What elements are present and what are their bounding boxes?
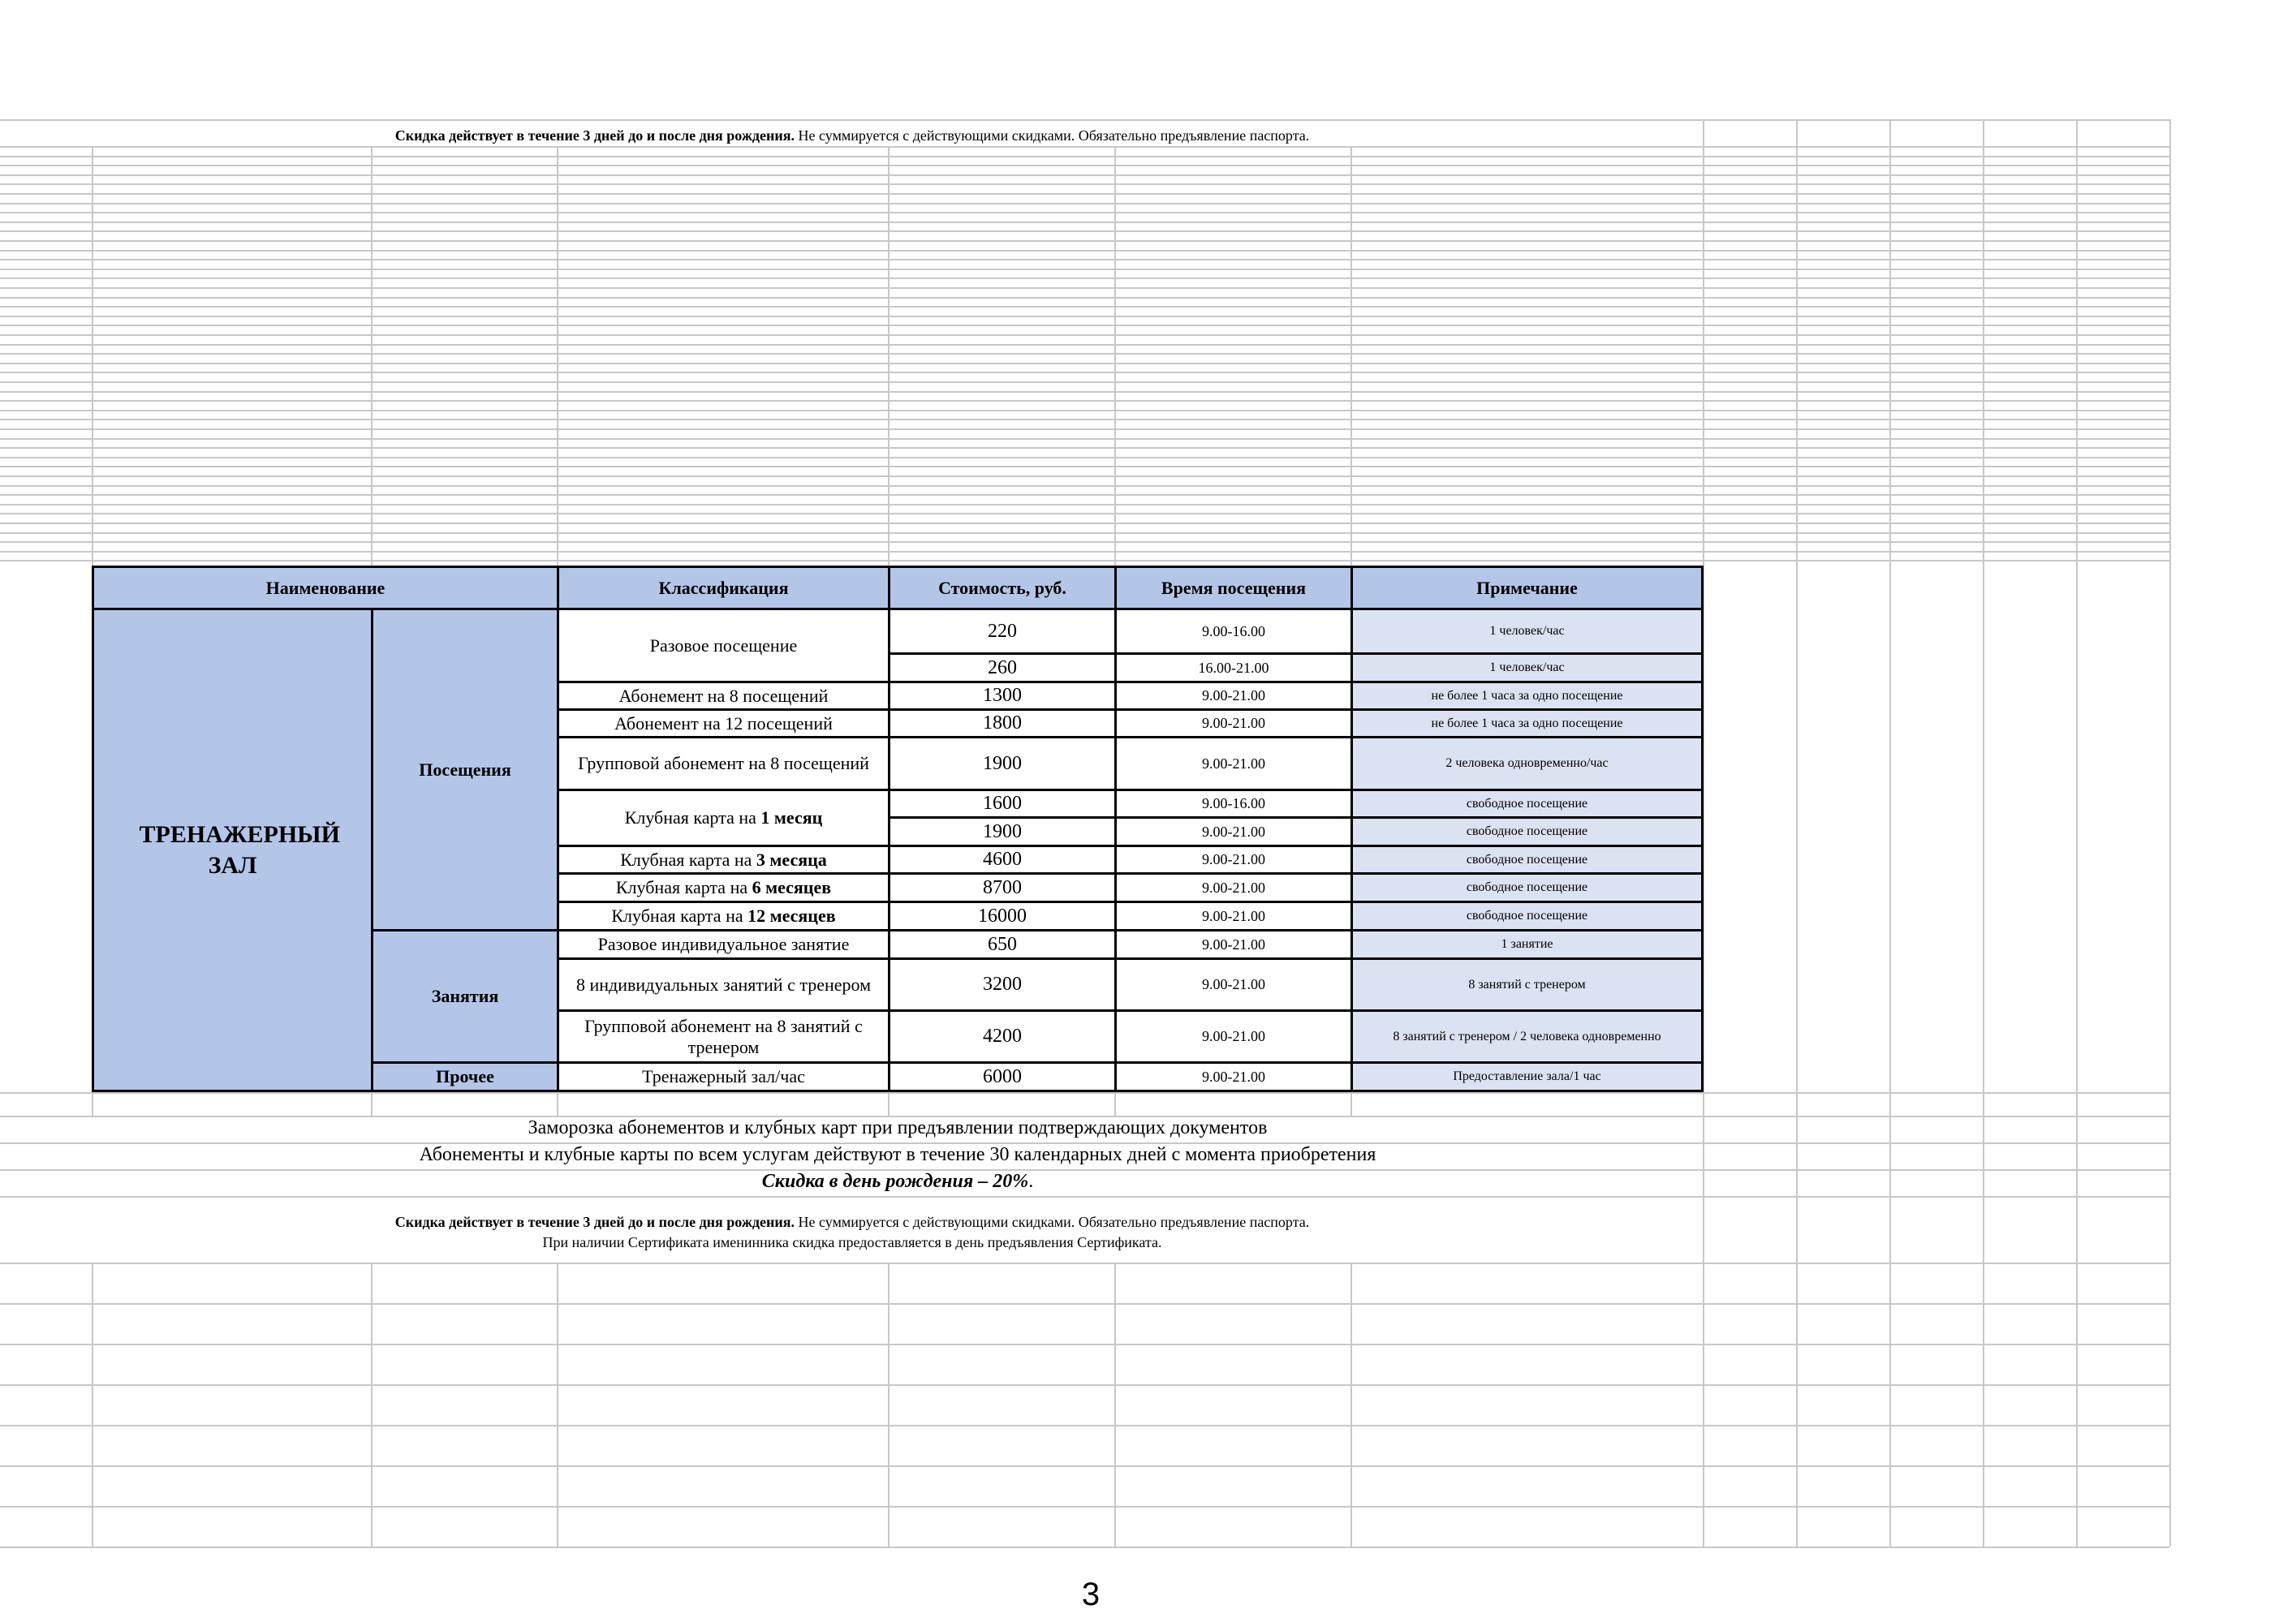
- classification-term: 6 месяцев: [752, 877, 832, 897]
- classification-text: Групповой абонемент на 8 посещений: [578, 753, 869, 773]
- note-cell: свободное посещение: [1350, 872, 1704, 903]
- classification-cell: [557, 929, 890, 960]
- bottom-discount-rest: Не суммируется с действующими скидками. Обязательно предъявление паспорта.: [795, 1214, 1310, 1230]
- note-cell: 1 человек/час: [1350, 652, 1704, 683]
- time-cell: 9.00-21.00: [1114, 708, 1353, 738]
- header-time: Время посещения: [1114, 566, 1353, 610]
- price-cell: 1600: [888, 789, 1117, 819]
- classification-text: Разовое посещение: [649, 635, 798, 656]
- note-cell: 1 человек/час: [1350, 608, 1704, 655]
- bottom-discount-note: [0, 1211, 1704, 1233]
- classification-cell: [557, 1061, 890, 1092]
- time-cell: 9.00-21.00: [1114, 901, 1353, 931]
- time-cell: 9.00-21.00: [1114, 845, 1353, 875]
- classification-term: 1 месяц: [760, 807, 823, 828]
- price-cell: 8700: [888, 872, 1117, 903]
- header-price: Стоимость, руб.: [888, 566, 1117, 610]
- group-other: Прочее: [371, 1061, 559, 1092]
- birthday-dot: .: [1028, 1171, 1034, 1192]
- classification-text: Клубная карта на: [615, 877, 752, 897]
- classification-text: Клубная карта на: [624, 807, 761, 828]
- time-cell: 9.00-21.00: [1114, 929, 1353, 960]
- time-cell: 16.00-21.00: [1114, 652, 1353, 683]
- time-cell: 9.00-21.00: [1114, 681, 1353, 711]
- price-cell: 650: [888, 929, 1117, 960]
- note-cell: свободное посещение: [1350, 845, 1704, 875]
- group-visits: Посещения: [371, 608, 559, 931]
- note-cell: не более 1 часа за одно посещение: [1350, 681, 1704, 711]
- classification-cell: [557, 681, 890, 711]
- classification-text: Групповой абонемент на 8 занятий с тренером: [584, 1015, 863, 1057]
- section-gym: [92, 608, 373, 1092]
- classification-text: Разовое индивидуальное занятие: [597, 934, 850, 954]
- top-discount-rest: Не суммируется с действующими скидками. Обязательно предъявление паспорта.: [795, 127, 1310, 144]
- time-cell: 9.00-16.00: [1114, 789, 1353, 819]
- section-gym-label: ТРЕНАЖЕРНЫЙ ЗАЛ: [139, 820, 340, 879]
- classification-cell: [557, 608, 890, 683]
- note-cell: 1 занятие: [1350, 929, 1704, 960]
- price-cell: 4600: [888, 845, 1117, 875]
- birthday-discount: Скидка в день рождения – 20%: [761, 1171, 1029, 1192]
- classification-text: Клубная карта на: [620, 849, 756, 870]
- classification-term: 3 месяца: [756, 849, 827, 870]
- price-cell: 1300: [888, 681, 1117, 711]
- group-lessons: Занятия: [371, 929, 559, 1064]
- note-cell: 8 занятий с тренером / 2 человека одновременно: [1350, 1009, 1704, 1064]
- birthday-note: [92, 1169, 1704, 1194]
- time-cell: 9.00-21.00: [1114, 957, 1353, 1012]
- classification-text: Клубная карта на: [611, 906, 748, 926]
- classification-cell: [557, 1009, 890, 1064]
- classification-cell: [557, 708, 890, 738]
- top-discount-note: [0, 124, 1704, 147]
- price-cell: 4200: [888, 1009, 1117, 1064]
- classification-cell: [557, 901, 890, 931]
- price-cell: 220: [888, 608, 1117, 655]
- time-cell: 9.00-21.00: [1114, 816, 1353, 847]
- top-discount-bold: Скидка действует в течение 3 дней до и после дня рождения.: [394, 127, 795, 144]
- header-name: Наименование: [92, 566, 559, 610]
- note-cell: Предоставление зала/1 час: [1350, 1061, 1704, 1092]
- note-cell: свободное посещение: [1350, 789, 1704, 819]
- time-cell: 9.00-21.00: [1114, 1009, 1353, 1064]
- header-classification: Классификация: [557, 566, 890, 610]
- validity-note: Абонементы и клубные карты по всем услугам действуют в течение 30 календарных дней с момента приобретения: [419, 1144, 1376, 1165]
- price-cell: 1800: [888, 708, 1117, 738]
- header-note: Примечание: [1350, 566, 1704, 610]
- time-cell: 9.00-16.00: [1114, 608, 1353, 655]
- classification-text: 8 индивидуальных занятий с тренером: [575, 974, 872, 995]
- page-number: 3: [1081, 1577, 1101, 1612]
- price-cell: 6000: [888, 1061, 1117, 1092]
- certificate-note: При наличии Сертификата именинника скидка предоставляется в день предъявления Сертификата.: [542, 1234, 1162, 1250]
- classification-cell: [557, 736, 890, 791]
- freeze-note: Заморозка абонементов и клубных карт при предъявлении подтверждающих документов: [528, 1117, 1268, 1138]
- price-cell: 3200: [888, 957, 1117, 1012]
- classification-cell: [557, 872, 890, 903]
- note-cell: 8 занятий с тренером: [1350, 957, 1704, 1012]
- classification-term: 12 месяцев: [747, 906, 836, 926]
- price-cell: 1900: [888, 816, 1117, 847]
- note-cell: свободное посещение: [1350, 901, 1704, 931]
- note-cell: свободное посещение: [1350, 816, 1704, 847]
- classification-text: Тренажерный зал/час: [642, 1066, 805, 1086]
- classification-cell: [557, 957, 890, 1012]
- classification-cell: [557, 845, 890, 875]
- classification-text: Абонемент на 8 посещений: [618, 685, 829, 706]
- note-cell: 2 человека одновременно/час: [1350, 736, 1704, 791]
- time-cell: 9.00-21.00: [1114, 736, 1353, 791]
- price-cell: 260: [888, 652, 1117, 683]
- time-cell: 9.00-21.00: [1114, 872, 1353, 903]
- bottom-discount-bold: Скидка действует в течение 3 дней до и после дня рождения.: [394, 1214, 795, 1230]
- price-cell: 1900: [888, 736, 1117, 791]
- price-cell: 16000: [888, 901, 1117, 931]
- note-cell: не более 1 часа за одно посещение: [1350, 708, 1704, 738]
- time-cell: 9.00-21.00: [1114, 1061, 1353, 1092]
- classification-cell: [557, 789, 890, 847]
- classification-text: Абонемент на 12 посещений: [614, 712, 833, 734]
